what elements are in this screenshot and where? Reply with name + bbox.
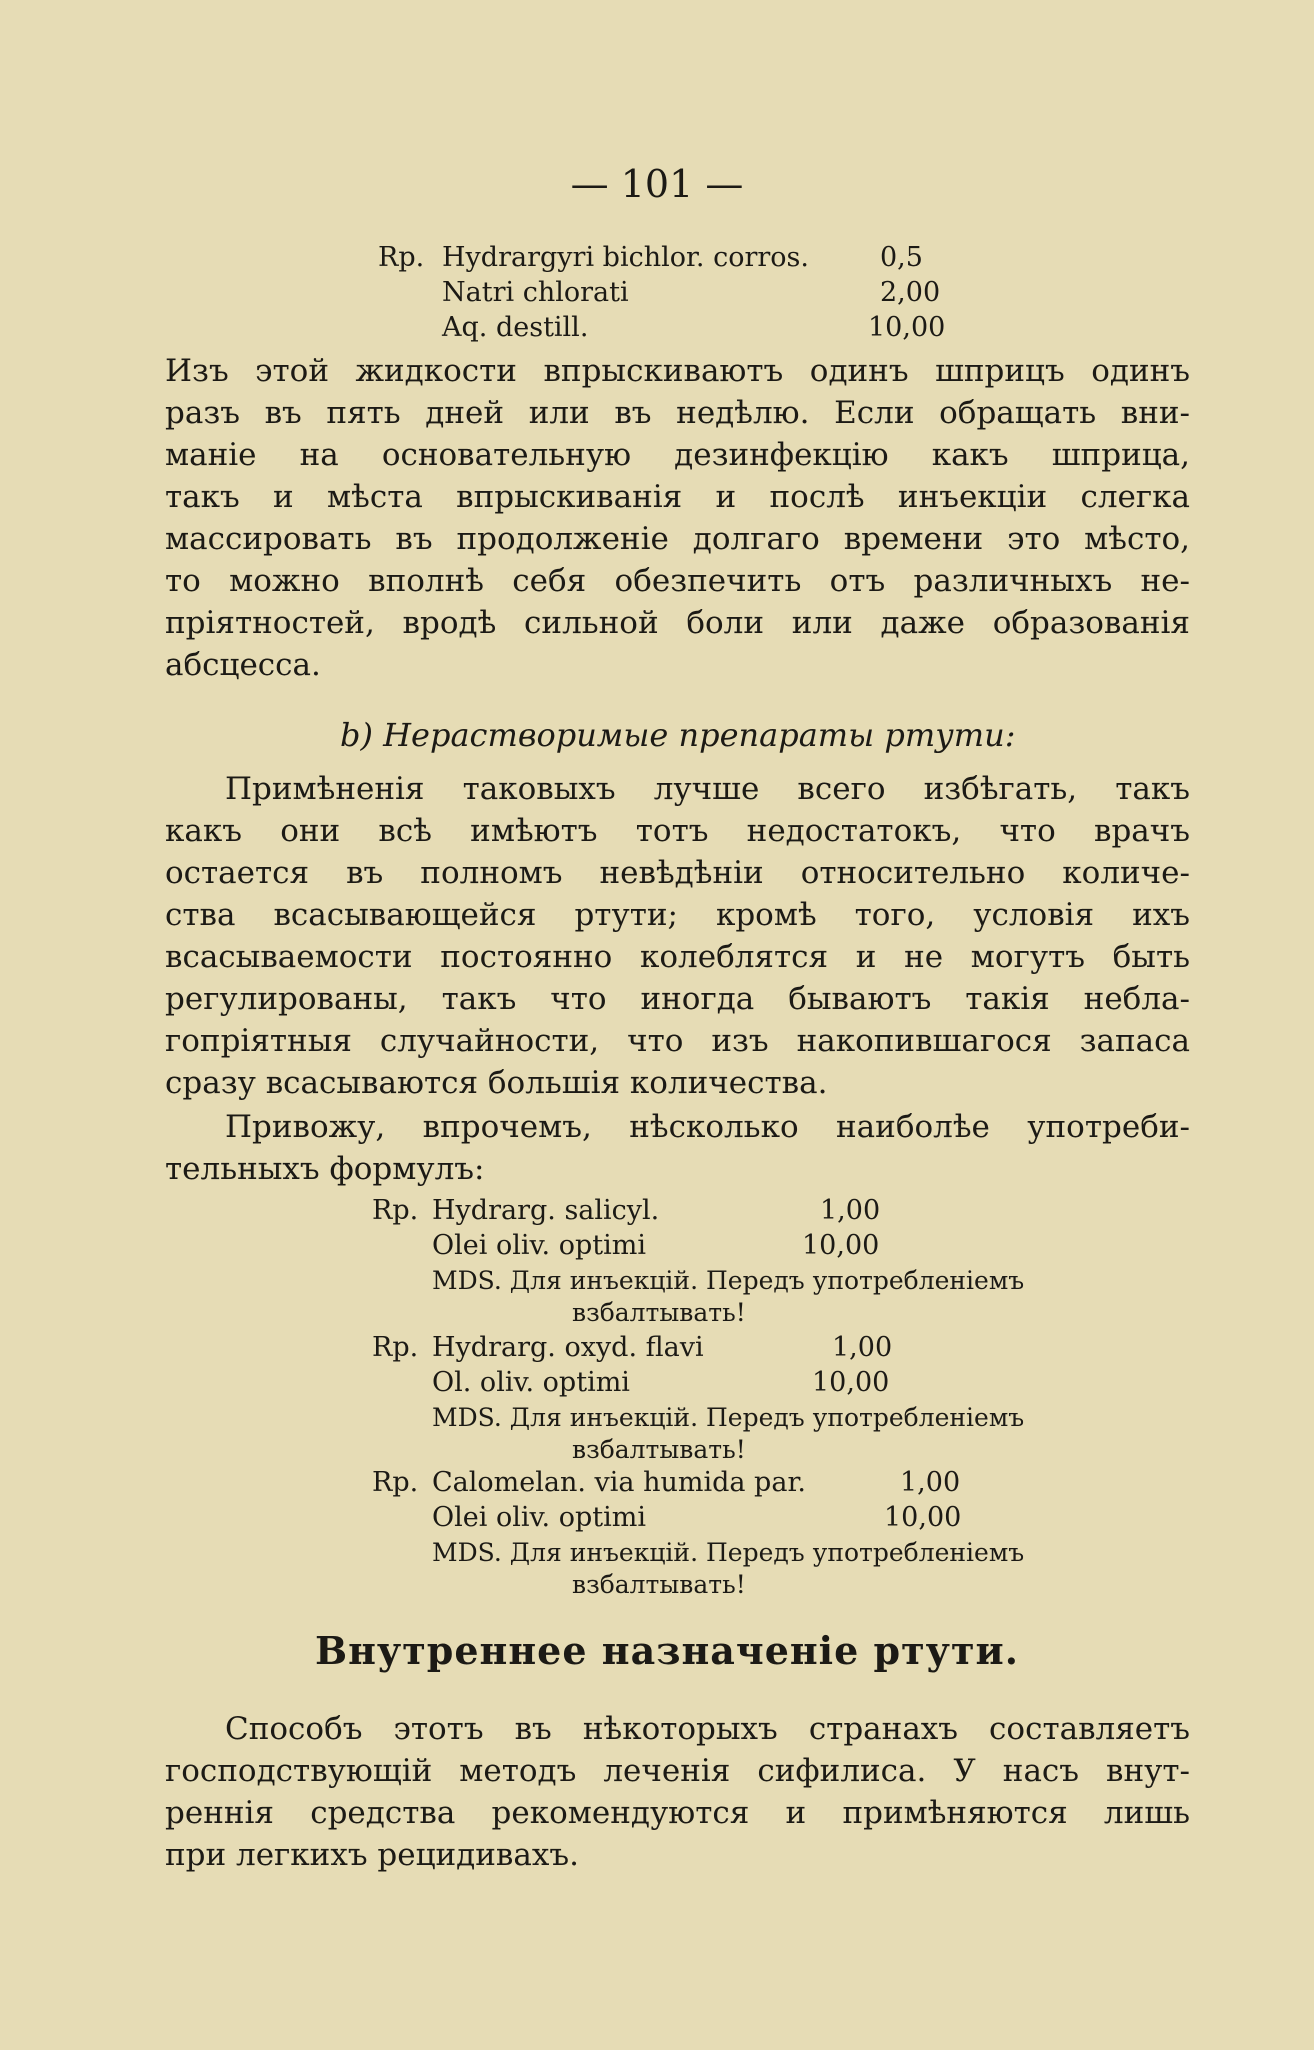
text-line: маніе на основательную дезинфекцію какъ шприца, (165, 437, 1190, 473)
drug-name: Hydrarg. salicyl. (432, 1195, 660, 1226)
drug-dose: 1,00 (900, 1467, 961, 1498)
drug-name: Hydrargyri bichlor. corros. (442, 242, 809, 273)
recipe-line (372, 1228, 1152, 1263)
recipe-line (372, 1365, 1152, 1400)
text-line: реннія средства рекомендуются и примѣняются лишь (165, 1795, 1190, 1831)
text-line: массировать въ продолженіе долгаго времени это мѣсто, (165, 521, 1190, 557)
recipe-line (372, 1465, 1152, 1500)
mds-line: взбалтывать! (572, 1435, 746, 1464)
drug-name: Ol. oliv. optimi (432, 1367, 630, 1398)
page-number: — 101 — (570, 162, 744, 206)
mds-line: взбалтывать! (572, 1570, 746, 1599)
recipe-1 (378, 240, 958, 345)
recipe-line (372, 1330, 1152, 1365)
text-line: разъ въ пять дней или въ недѣлю. Если обращать вни- (165, 395, 1190, 431)
text-line: пріятностей, вродѣ сильной боли или даже образованія (165, 605, 1190, 641)
drug-name: Aq. destill. (442, 312, 589, 343)
rp-label: Rp. (372, 1332, 419, 1363)
drug-dose: 10,00 (802, 1230, 880, 1261)
drug-dose: 1,00 (820, 1195, 881, 1226)
paragraph-4 (165, 1708, 1190, 1876)
drug-dose: 2,00 (880, 277, 941, 308)
mds-line: MDS. Для инъекцій. Передъ употребленіемъ (432, 1266, 1025, 1295)
text-line: гопріятныя случайности, что изъ накопившагося запаса (165, 1023, 1190, 1059)
drug-dose: 10,00 (884, 1502, 962, 1533)
text-line: остается въ полномъ невѣдѣніи относительно количе- (165, 855, 1190, 891)
drug-dose: 10,00 (812, 1367, 890, 1398)
drug-name: Olei oliv. optimi (432, 1230, 646, 1261)
section-heading: Внутреннее назначеніе ртути. (315, 1628, 1019, 1673)
rp-label: Rp. (372, 1195, 419, 1226)
paragraph-2 (165, 768, 1190, 1104)
rp-label: Rp. (372, 1467, 419, 1498)
text-line: сразу всасываются большія количества. (165, 1065, 828, 1101)
drug-dose: 0,5 (880, 242, 923, 273)
text-line: регулированы, такъ что иногда бываютъ такія небла- (165, 981, 1190, 1017)
rp-label: Rp. (378, 242, 425, 273)
text-line: ства всасывающейся ртути; кромѣ того, условія ихъ (165, 897, 1190, 933)
drug-name: Calomelan. via humida par. (432, 1467, 806, 1498)
recipe-line (378, 275, 958, 310)
text-line: какъ они всѣ имѣютъ тотъ недостатокъ, что врачъ (165, 813, 1190, 849)
mds-instruction (372, 1400, 1152, 1464)
formula-3 (372, 1465, 1152, 1599)
mds-line: MDS. Для инъекцій. Передъ употребленіемъ (432, 1538, 1025, 1567)
drug-name: Hydrarg. oxyd. flavi (432, 1332, 704, 1363)
text-line: Способъ этотъ въ нѣкоторыхъ странахъ составляетъ (225, 1711, 1190, 1747)
text-line: Привожу, впрочемъ, нѣсколько наиболѣе употреби- (225, 1109, 1190, 1145)
paragraph-1 (165, 350, 1190, 686)
drug-dose: 10,00 (868, 312, 946, 343)
paragraph-3 (165, 1106, 1190, 1190)
drug-name: Olei oliv. optimi (432, 1502, 646, 1533)
text-line: господствующій методъ леченія сифилиса. У насъ внут- (165, 1753, 1190, 1789)
formula-2 (372, 1330, 1152, 1464)
text-line: всасываемости постоянно колеблятся и не могутъ быть (165, 939, 1190, 975)
recipe-line (372, 1500, 1152, 1535)
recipe-line (378, 240, 958, 275)
text-line: при легкихъ рецидивахъ. (165, 1837, 579, 1873)
text-line: Примѣненія таковыхъ лучше всего избѣгать, такъ (225, 771, 1190, 807)
text-line: такъ и мѣста впрыскиванія и послѣ инъекціи слегка (165, 479, 1190, 515)
mds-line: MDS. Для инъекцій. Передъ употребленіемъ (432, 1403, 1025, 1432)
text-line: то можно вполнѣ себя обезпечить отъ различныхъ не- (165, 563, 1190, 599)
drug-name: Natri chlorati (442, 277, 629, 308)
drug-dose: 1,00 (832, 1332, 893, 1363)
text-line: Изъ этой жидкости впрыскиваютъ одинъ шприцъ одинъ (165, 353, 1190, 389)
mds-instruction (372, 1263, 1152, 1327)
subheading: b) Нерастворимые препараты ртути: (340, 716, 1016, 754)
mds-instruction (372, 1535, 1152, 1599)
recipe-line (372, 1193, 1152, 1228)
text-line: тельныхъ формулъ: (165, 1151, 485, 1187)
text-line: абсцесса. (165, 647, 321, 683)
mds-line: взбалтывать! (572, 1298, 746, 1327)
formula-1 (372, 1193, 1152, 1327)
recipe-line (378, 310, 958, 345)
